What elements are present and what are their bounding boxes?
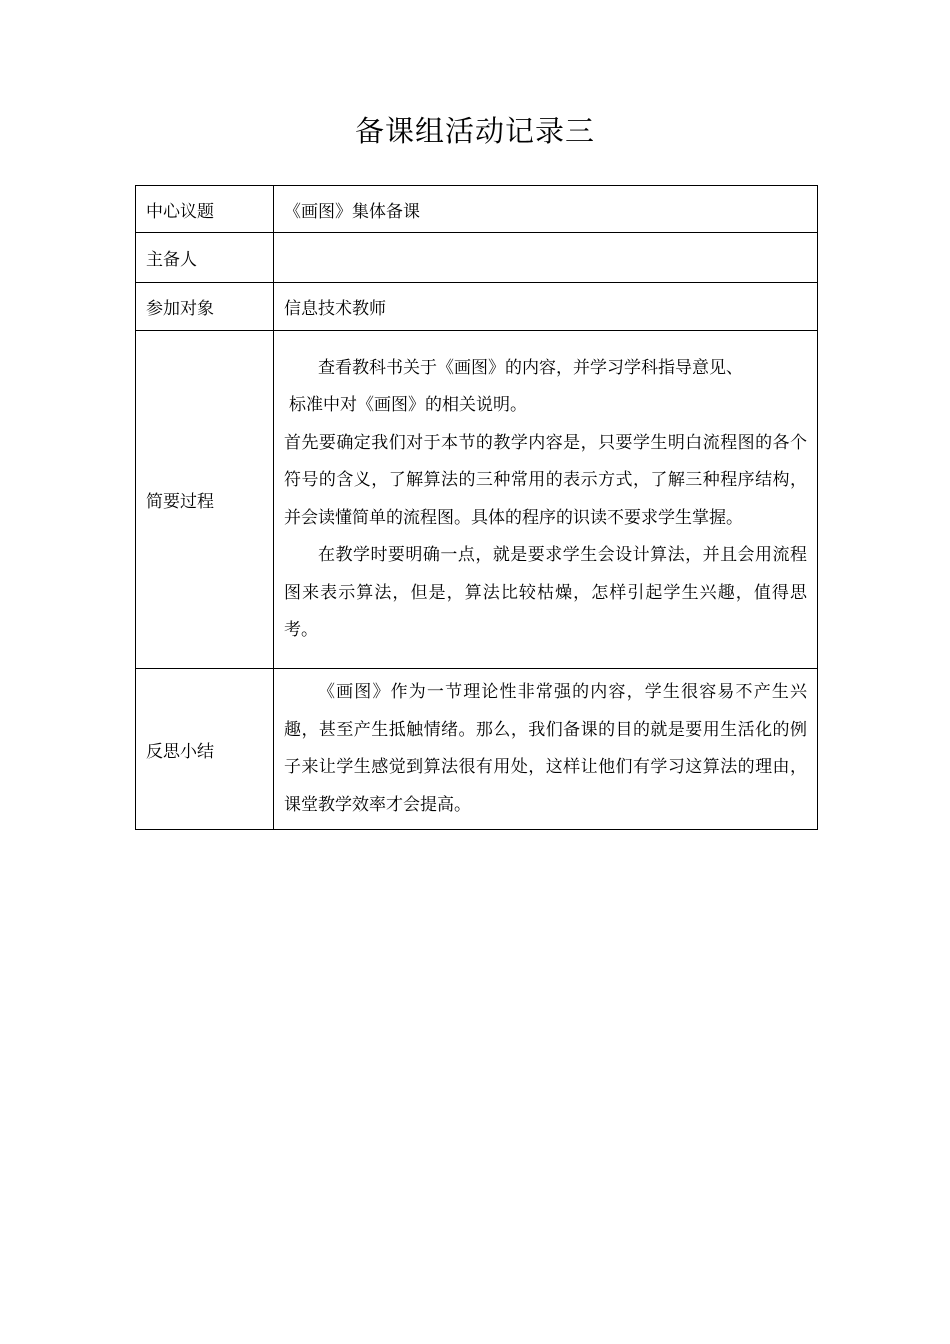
table-row-participants: [136, 283, 818, 331]
lead-value: [274, 233, 818, 283]
table-row-process: [136, 331, 818, 669]
reflection-content: [274, 669, 818, 830]
reflection-label: 反思小结: [136, 669, 274, 830]
process-label: 简要过程: [136, 331, 274, 669]
table-row-reflection: [136, 669, 818, 830]
process-paragraph: 标准中对《画图》的相关说明。: [289, 395, 527, 415]
document-title: 备课组活动记录三: [354, 114, 595, 148]
activity-record-table: [135, 185, 818, 830]
topic-value: 《画图》集体备课: [274, 186, 818, 233]
participants-label: 参加对象: [136, 283, 274, 331]
process-content: [274, 331, 818, 669]
table-row-topic: [136, 186, 818, 233]
topic-label: 中心议题: [136, 186, 274, 233]
process-paragraph: 首先要确定我们对于本节的教学内容是，只要学生明白流程图的各个符号的含义，了解算法的三种常用的表示方式，了解三种程序结构，并会读懂简单的流程图。具体的程序的识读不要求学生掌握。: [284, 432, 807, 528]
lead-label: 主备人: [136, 233, 274, 283]
reflection-paragraph: 《画图》作为一节理论性非常强的内容，学生很容易不产生兴趣，甚至产生抵触情绪。那么，我们备课的目的就是要用生活化的例子来让学生感觉到算法很有用处，这样让他们有学习这算法的理由，课堂教学效率才会提高。: [284, 682, 807, 815]
process-paragraph: 查看教科书关于《画图》的内容，并学习学科指导意见、: [318, 357, 743, 378]
process-paragraph: 在教学时要明确一点，就是要求学生会设计算法，并且会用流程图来表示算法，但是，算法比较枯燥，怎样引起学生兴趣，值得思考。: [284, 545, 807, 640]
participants-value: 信息技术教师: [274, 283, 818, 331]
table-row-lead: [136, 233, 818, 283]
